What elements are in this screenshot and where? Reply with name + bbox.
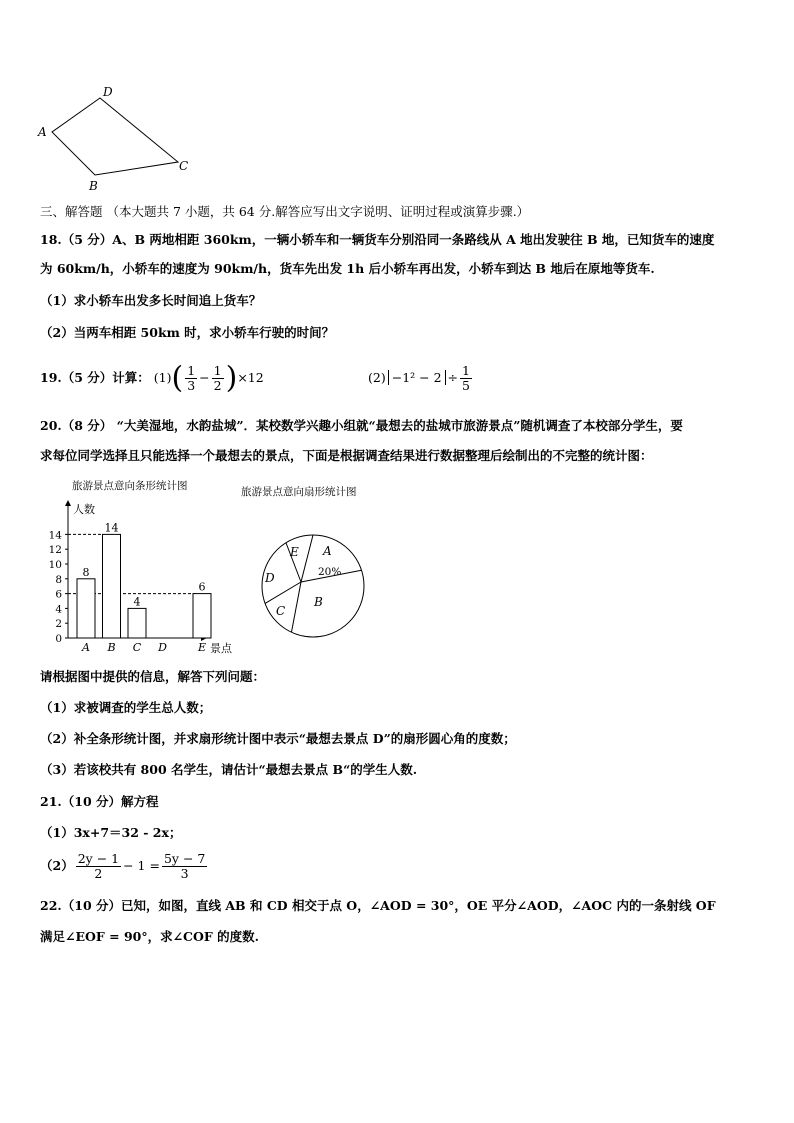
pie-label-B: B [314,595,323,609]
pie-circle [262,535,364,637]
q18-sub2: （2）当两车相距 50km 时，求小轿车行驶的时间？ [40,325,335,340]
pie-chart [238,482,388,642]
q20-sub2: （2）补全条形统计图，并求扇形统计图中表示“最想去景点 D”的扇形圆心角的度数； [40,731,516,746]
bar-value-C: 4 [133,595,141,609]
q20-line1: 20.（8 分） “大美湿地，水韵盐城”．某校数学兴趣小组就“最想去的盐城市旅游景点”随机调查了本校部分学生，要 [40,418,683,433]
y-tick-label: 10 [48,559,62,571]
pie-label-A: A [323,544,332,558]
y-tick-label: 12 [48,544,62,557]
bar-chart [40,478,240,658]
q22-line2: 满足∠EOF = 90°，求∠COF 的度数. [40,929,259,944]
bar-C [128,608,146,638]
q20-sub3: （3）若该校共有 800 名学生，请估计“最想去景点 B“的学生人数. [40,762,418,777]
x-tick-C: C [132,641,142,654]
q19-line: 19.（5 分）计算： (1)( $\frac{1}{3}$ − $\frac{1}{2}$ )×12 [40,360,264,396]
bar-B [103,534,121,638]
q20-line2: 求每位同学选择且只能选择一个最想去的景点，下面是根据调查结果进行数据整理后绘制出的不完整的统计图： [40,448,653,463]
q22-line1: 22.（10 分）已知，如图，直线 AB 和 CD 相交于点 O，∠AOD = 30°，OE 平分∠AOD，∠AOC 内的一条射线 OF [40,898,716,913]
x-tick-A: A [82,641,90,654]
bar-chart-title: 旅游景点意向条形统计图 [72,480,188,492]
y-tick-label: 0 [55,633,62,645]
q18-sub1: （1）求小轿车出发多长时间追上货车？ [40,293,262,308]
pie-chart-title: 旅游景点意向扇形统计图 [241,486,357,498]
q18-line2: 为 60km/h，小轿车的速度为 90km/h，货车先出发 1h 后小轿车再出发，小轿车到达 B 地后在原地等货车. [40,261,655,276]
q19-part2: (2) −1² − 2 ÷ $\frac{1}{5}$ [368,363,470,393]
q21-sub2: （2） $\frac{2y - 1}{2}$ − 1 = $\frac{5y - 7}{3}$ [40,851,206,881]
q20-sub1: （1）求被调查的学生总人数； [40,700,212,715]
label-A: A [38,125,47,139]
bar-value-B: 14 [104,521,119,535]
q20-intro: 请根据图中提供的信息，解答下列问题： [40,669,266,684]
label-D: D [103,85,113,99]
pie-label-E: E [290,545,299,559]
x-tick-D: D [158,641,167,654]
section-heading: 三、解答题 （本大题共 7 小题，共 64 分.解答应写出文字说明、证明过程或演算步骤.） [40,204,530,219]
y-axis-arrow [65,500,71,506]
pie-annotation-A: 20% [318,566,342,578]
x-tick-B: B [107,641,116,654]
x-tick-E: E [197,641,207,654]
bar-A [77,579,95,638]
bar-value-E: 6 [198,580,206,594]
y-tick-label: 2 [55,618,62,631]
y-tick-label: 8 [55,573,62,586]
bar-E [193,594,211,638]
q21-sub1: （1）3x+7＝32 - 2x； [40,825,182,840]
y-tick-label: 14 [48,529,62,542]
quadrilateral-figure [30,80,210,195]
label-B: B [89,179,98,193]
pie-label-C: C [276,604,286,618]
q21-heading: 21.（10 分）解方程 [40,794,159,809]
label-C: C [179,159,189,173]
x-axis-label: 景点 [210,642,232,655]
pie-label-D: D [265,571,275,585]
bar-value-A: 8 [82,565,90,579]
y-axis-label: 人数 [73,503,95,516]
y-tick-label: 4 [55,603,62,616]
y-tick-label: 6 [55,588,62,601]
q18-line1: 18.（5 分）A、B 两地相距 360km，一辆小轿车和一辆货车分别沿同一条路线从 A 地出发驶往 B 地，已知货车的速度 [40,232,715,247]
